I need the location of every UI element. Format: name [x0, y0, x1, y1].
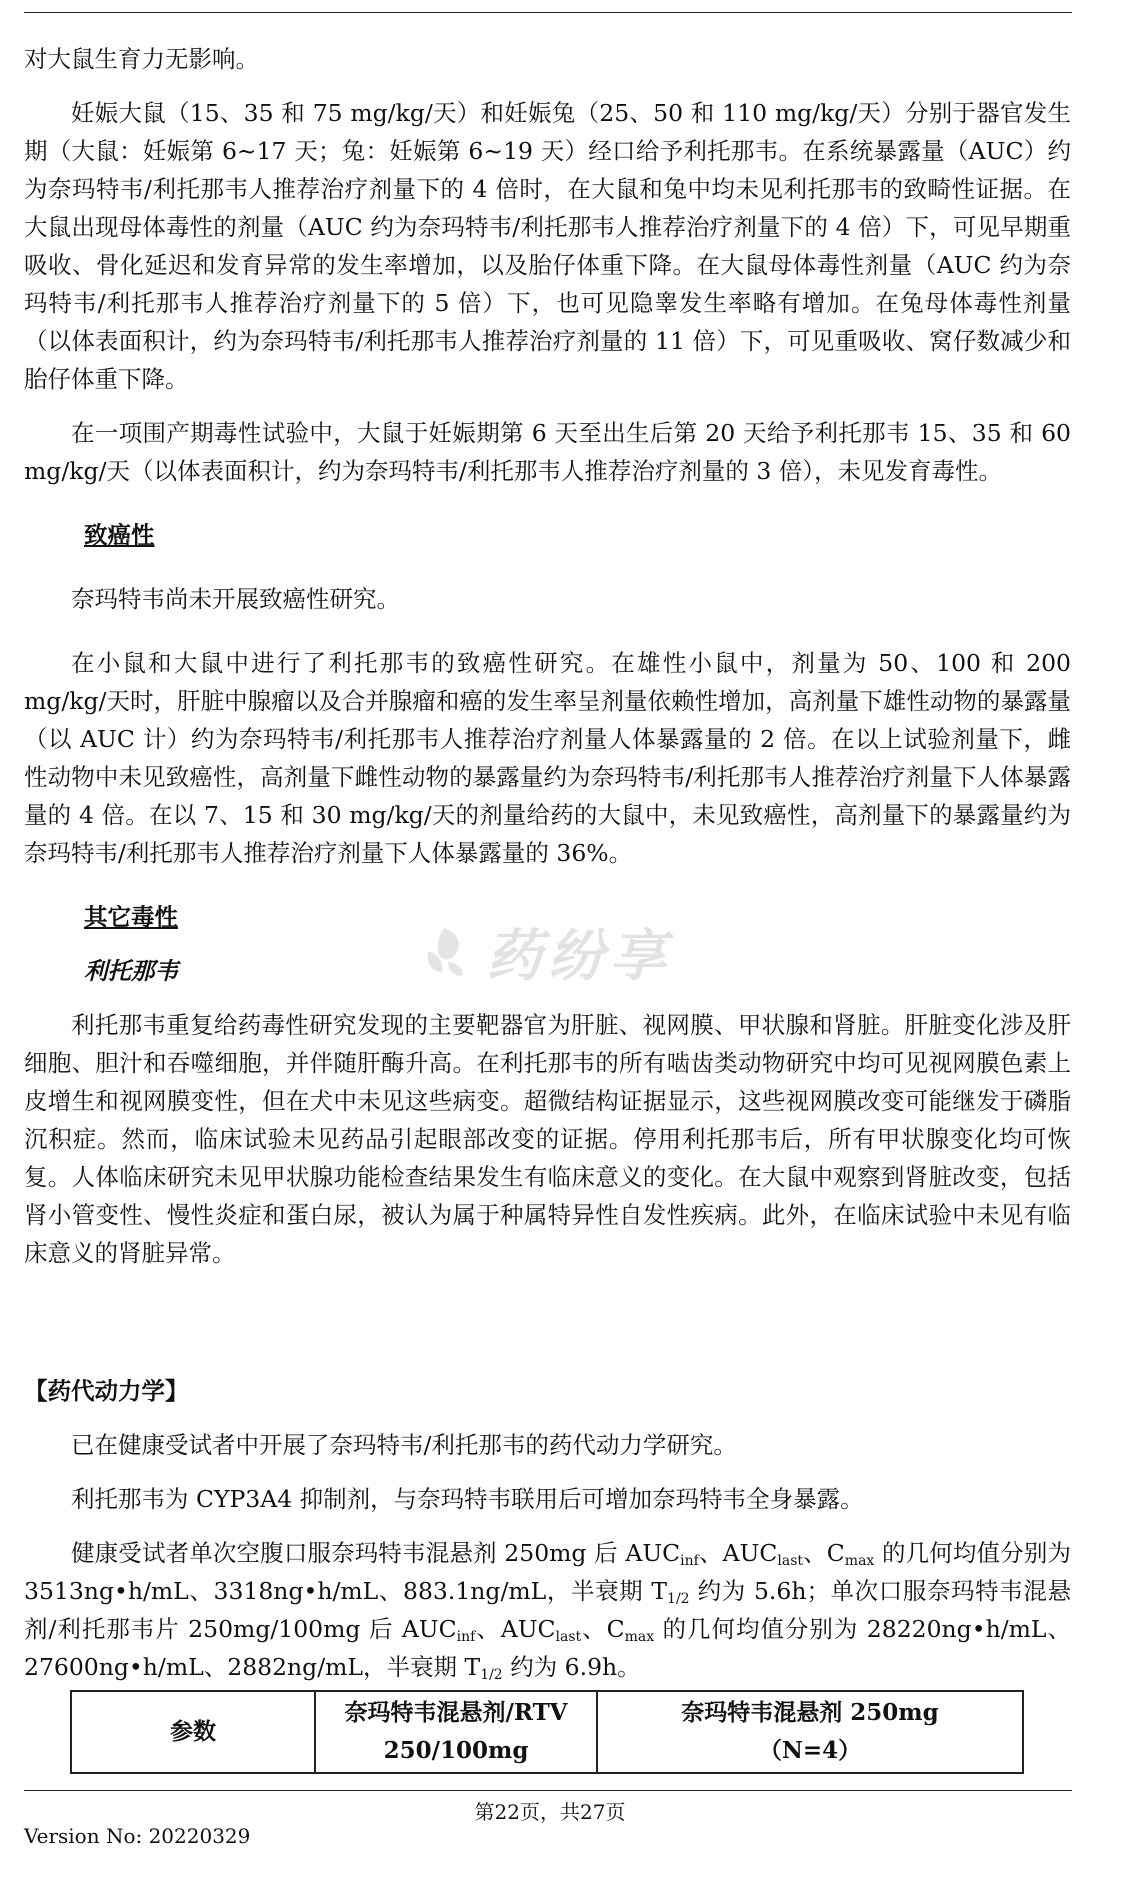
subheading-ritonavir: 利托那韦 — [84, 957, 178, 985]
document-body — [24, 40, 1071, 1686]
paragraph: 已在健康受试者中开展了奈玛特韦/利托那韦的药代动力学研究。 — [71, 1431, 737, 1459]
section-heading-carcinogenicity: 致癌性 — [84, 521, 155, 549]
table-header-cell: 参数 — [71, 1691, 315, 1773]
page-number: 第22页，共27页 — [474, 1800, 626, 1824]
table-header-cell: 奈玛特韦混悬剂/RTV 250/100mg — [315, 1691, 597, 1773]
header-rule — [24, 12, 1072, 13]
paragraph: 对大鼠生育力无影响。 — [24, 45, 259, 73]
paragraph: 妊娠大鼠（15、35 和 75 mg/kg/天）和妊娠兔（25、50 和 110 mg/kg/天）分别于器官发生期（大鼠：妊娠第 6~17 天；兔：妊娠第 6~19 天）经口给予利托那韦。在系统暴露量（AUC）约为奈玛特韦/利托那韦人推荐治疗剂量下的 4 倍时，在大鼠和兔中均未见利托那韦的致畸性证据。在大鼠出现母体毒性的剂量（AUC 约为奈玛特韦/利托那韦人推荐治疗剂量下的 4 倍）下，可见早期重吸收、骨化延迟和发育异常的发生率增加，以及胎仔体重下降。在大鼠母体毒性剂量（AUC 约为奈玛特韦/利托那韦人推荐治疗剂量下的 5 倍）下，也可见隐睾发生率略有增加。在兔母体毒性剂量（以体表面积计，约为奈玛特韦/利托那韦人推荐治疗剂量的 11 倍）下，可见重吸收、窝仔数减少和胎仔体重下降。 — [24, 99, 1071, 393]
paragraph: 在一项围产期毒性试验中，大鼠于妊娠期第 6 天至出生后第 20 天给予利托那韦 15、35 和 60 mg/kg/天（以体表面积计，约为奈玛特韦/利托那韦人推荐治疗剂量的 3 倍），未见发育毒性。 — [24, 419, 1071, 485]
footer-rule — [24, 1790, 1072, 1791]
table-header-cell: 奈玛特韦混悬剂 250mg （N=4） — [597, 1691, 1023, 1773]
paragraph: 奈玛特韦尚未开展致癌性研究。 — [71, 585, 400, 613]
section-heading-pharmacokinetics: 【药代动力学】 — [24, 1377, 189, 1405]
section-heading-other-toxicity: 其它毒性 — [84, 903, 178, 931]
paragraph-pk-values: 健康受试者单次空腹口服奈玛特韦混悬剂 250mg 后 $AUC_{inf}$、$AUC_{last}$、$C_{max}$ 的几何均值分别为 3513ng•h/mL、3318ng•h/mL、883.1ng/mL，半衰期 $T_{1/2}$ 约为 5.6h；单次口服奈玛特韦混悬剂/利托那韦片 250mg/100mg 后 $AUC_{inf}$、$AUC_{last}$、$C_{max}$ 的几何均值分别为 28220ng•h/mL、27600ng•h/mL、2882ng/mL，半衰期 $T_{1/2}$ 约为 6.9h。 — [24, 1539, 1072, 1683]
watermark-text: 药纷享 — [486, 924, 672, 989]
version-number: Version No: 20220329 — [24, 1824, 251, 1848]
table-header-row — [71, 1691, 1023, 1773]
pk-parameter-table — [70, 1690, 1024, 1774]
paragraph: 利托那韦为 CYP3A4 抑制剂，与奈玛特韦联用后可增加奈玛特韦全身暴露。 — [71, 1485, 864, 1513]
paragraph: 利托那韦重复给药毒性研究发现的主要靶器官为肝脏、视网膜、甲状腺和肾脏。肝脏变化涉及肝细胞、胆汁和吞噬细胞，并伴随肝酶升高。在利托那韦的所有啮齿类动物研究中均可见视网膜色素上皮增生和视网膜变性，但在犬中未见这些病变。超微结构证据显示，这些视网膜改变可能继发于磷脂沉积症。然而，临床试验未见药品引起眼部改变的证据。停用利托那韦后，所有甲状腺变化均可恢复。人体临床研究未见甲状腺功能检查结果发生有临床意义的变化。在大鼠中观察到肾脏改变，包括肾小管变性、慢性炎症和蛋白尿，被认为属于种属特异性自发性疾病。此外，在临床试验中未见有临床意义的肾脏异常。 — [24, 1011, 1071, 1267]
paragraph: 在小鼠和大鼠中进行了利托那韦的致癌性研究。在雄性小鼠中，剂量为 50、100 和 200 mg/kg/天时，肝脏中腺瘤以及合并腺瘤和癌的发生率呈剂量依赖性增加，高剂量下雄性动物的暴露量（以 AUC 计）约为奈玛特韦/利托那韦人推荐治疗剂量人体暴露量的 2 倍。在以上试验剂量下，雌性动物中未见致癌性，高剂量下雌性动物的暴露量约为奈玛特韦/利托那韦人推荐治疗剂量下人体暴露量的 4 倍。在以 7、15 和 30 mg/kg/天的剂量给药的大鼠中，未见致癌性，高剂量下的暴露量约为奈玛特韦/利托那韦人推荐治疗剂量下人体暴露量的 36%。 — [24, 649, 1071, 867]
